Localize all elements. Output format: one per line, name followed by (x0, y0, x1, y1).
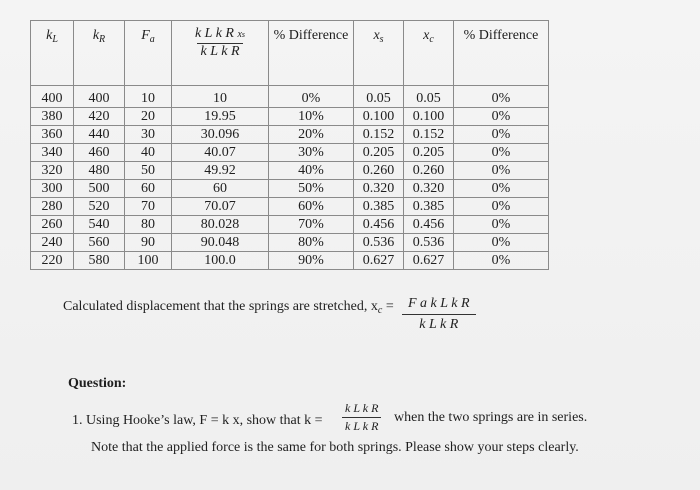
cell-xs: 0.627 (354, 252, 404, 270)
cell-ratio: 100.0 (172, 252, 269, 270)
cell-kl: 220 (31, 252, 74, 270)
cell-kr: 580 (74, 252, 125, 270)
question-note: Note that the applied force is the same for both springs. Please show your steps clearly. (91, 440, 579, 455)
cell-kl: 280 (31, 198, 74, 216)
cell-xc: 0.260 (404, 162, 454, 180)
cell-xs: 0.152 (354, 126, 404, 144)
cell-fa: 10 (125, 86, 172, 108)
cell-kl: 260 (31, 216, 74, 234)
cell-ratio: 80.028 (172, 216, 269, 234)
cell-xc: 0.456 (404, 216, 454, 234)
cell-kl: 400 (31, 86, 74, 108)
cell-pct2: 0% (454, 162, 549, 180)
cell-xs: 0.100 (354, 108, 404, 126)
cell-pct2: 0% (454, 216, 549, 234)
header-kr: $k_R$ (74, 21, 125, 86)
cell-xc: 0.100 (404, 108, 454, 126)
cell-kr: 560 (74, 234, 125, 252)
table-row (31, 144, 549, 162)
cell-ratio: 40.07 (172, 144, 269, 162)
question-1-suffix: when the two springs are in series. (394, 410, 588, 425)
displacement-formula-label: Calculated displacement that the springs are stretched, $x_c$ = (63, 299, 394, 316)
table-row (31, 86, 549, 108)
cell-fa: 50 (125, 162, 172, 180)
cell-pct1: 70% (269, 216, 354, 234)
cell-pct1: 60% (269, 198, 354, 216)
cell-pct1: 20% (269, 126, 354, 144)
cell-pct1: 0% (269, 86, 354, 108)
cell-ratio: 30.096 (172, 126, 269, 144)
header-ratio (172, 21, 269, 86)
cell-pct1: 50% (269, 180, 354, 198)
question-heading: Question: (68, 376, 127, 391)
cell-kl: 380 (31, 108, 74, 126)
cell-kl: 240 (31, 234, 74, 252)
header-xs: $x_s$ (354, 21, 404, 86)
table-row (31, 126, 549, 144)
cell-kr: 460 (74, 144, 125, 162)
cell-fa: 60 (125, 180, 172, 198)
cell-xs: 0.320 (354, 180, 404, 198)
displacement-formula-fraction: $\frac{\text{F a k L k R}}{\text{k L k R}}$ (402, 296, 476, 333)
cell-ratio: 19.95 (172, 108, 269, 126)
header-xc: $x_c$ (404, 21, 454, 86)
cell-pct1: 10% (269, 108, 354, 126)
cell-xs: 0.536 (354, 234, 404, 252)
cell-xs: 0.385 (354, 198, 404, 216)
cell-xc: 0.385 (404, 198, 454, 216)
cell-pct2: 0% (454, 108, 549, 126)
cell-xc: 0.152 (404, 126, 454, 144)
cell-kr: 540 (74, 216, 125, 234)
header-pct-difference-2: % Difference (454, 21, 549, 86)
cell-pct2: 0% (454, 252, 549, 270)
cell-fa: 70 (125, 198, 172, 216)
header-kl: $k_L$ (31, 21, 74, 86)
cell-pct2: 0% (454, 86, 549, 108)
cell-ratio: 90.048 (172, 234, 269, 252)
cell-xs: 0.456 (354, 216, 404, 234)
table-row (31, 162, 549, 180)
cell-xc: 0.05 (404, 86, 454, 108)
cell-kl: 300 (31, 180, 74, 198)
cell-kr: 500 (74, 180, 125, 198)
cell-xc: 0.536 (404, 234, 454, 252)
table-row (31, 216, 549, 234)
question-1-fraction: $\frac{\text{k L k R}}{\text{k L k R}}$ (342, 401, 381, 434)
cell-kl: 360 (31, 126, 74, 144)
cell-pct2: 0% (454, 126, 549, 144)
cell-ratio: 10 (172, 86, 269, 108)
table-row (31, 234, 549, 252)
cell-fa: 100 (125, 252, 172, 270)
question-1-text: 1. Using Hooke’s law, F = k x, show that k = (72, 413, 323, 428)
header-pct-difference-1: % Difference (269, 21, 354, 86)
cell-kl: 340 (31, 144, 74, 162)
cell-xc: 0.627 (404, 252, 454, 270)
table-row (31, 180, 549, 198)
cell-pct2: 0% (454, 144, 549, 162)
cell-xc: 0.320 (404, 180, 454, 198)
cell-pct1: 80% (269, 234, 354, 252)
cell-ratio: 60 (172, 180, 269, 198)
cell-xs: 0.05 (354, 86, 404, 108)
cell-kl: 320 (31, 162, 74, 180)
spring-data-table (30, 20, 549, 270)
cell-ratio: 49.92 (172, 162, 269, 180)
cell-fa: 30 (125, 126, 172, 144)
cell-xc: 0.205 (404, 144, 454, 162)
cell-kr: 480 (74, 162, 125, 180)
table-row (31, 252, 549, 270)
table-row (31, 198, 549, 216)
cell-kr: 420 (74, 108, 125, 126)
cell-fa: 80 (125, 216, 172, 234)
cell-kr: 520 (74, 198, 125, 216)
cell-xs: 0.205 (354, 144, 404, 162)
cell-fa: 90 (125, 234, 172, 252)
cell-pct1: 30% (269, 144, 354, 162)
cell-xs: 0.260 (354, 162, 404, 180)
header-fa: $F_a$ (125, 21, 172, 86)
cell-pct1: 40% (269, 162, 354, 180)
table-header-row (31, 21, 549, 86)
cell-fa: 20 (125, 108, 172, 126)
cell-pct2: 0% (454, 198, 549, 216)
cell-kr: 440 (74, 126, 125, 144)
cell-kr: 400 (74, 86, 125, 108)
header-ratio-fraction: k L k R xs k L k R (194, 26, 246, 59)
table-row (31, 108, 549, 126)
cell-pct1: 90% (269, 252, 354, 270)
cell-fa: 40 (125, 144, 172, 162)
cell-ratio: 70.07 (172, 198, 269, 216)
table-body (31, 86, 549, 270)
cell-pct2: 0% (454, 180, 549, 198)
cell-pct2: 0% (454, 234, 549, 252)
